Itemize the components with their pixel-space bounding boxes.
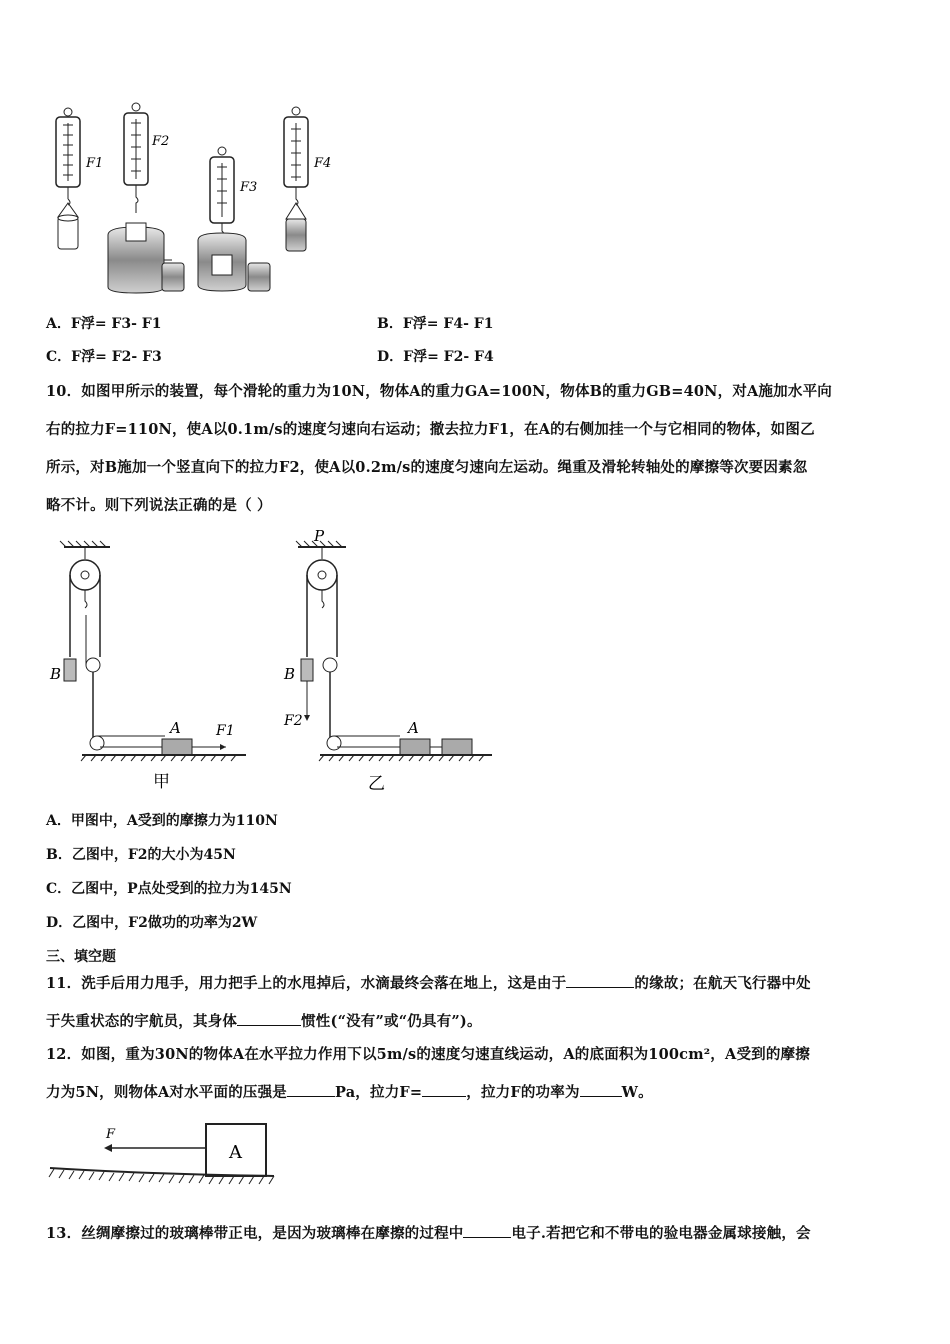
spring-scale-3 <box>198 147 270 291</box>
jia-label-f1: F1 <box>216 723 235 739</box>
pulley-yi <box>283 527 492 794</box>
q10-line-2: 右的拉力F=110N，使A以0.1m/s的速度匀速向右运动；撤去拉力F1，在A的右侧加挂一个与它相同的物体，如图乙 <box>46 421 815 438</box>
q10-option-a: A．甲图中，A受到的摩擦力为110N <box>46 813 278 829</box>
q10-option-d: D．乙图中，F2做功的功率为2W <box>46 915 258 931</box>
q9-option-b: B．F浮= F4- F1 <box>377 316 494 332</box>
q12-blank-pressure[interactable] <box>287 1084 335 1097</box>
q9-option-c: C．F浮= F2- F3 <box>46 349 162 365</box>
jia-caption: 甲 <box>153 772 170 792</box>
spring-scale-figure <box>40 95 360 300</box>
q12-line-2: 力为5N，则物体A对水平面的压强是 Pa，拉力F= ，拉力F的功率为 W。 <box>46 1084 653 1101</box>
yi-label-p: P <box>314 527 325 545</box>
q12-line-1: 12．如图，重为30N的物体A在水平拉力作用下以5m/s的速度匀速直线运动，A的底面积为100cm²，A受到的摩擦 <box>46 1046 810 1063</box>
pulley-figure <box>40 525 510 800</box>
q13-blank-1[interactable] <box>463 1225 511 1238</box>
q9-option-a: A．F浮= F3- F1 <box>46 316 162 332</box>
yi-label-b: B <box>284 665 296 683</box>
block-a-label: A <box>229 1142 242 1163</box>
block-a-figure <box>46 1118 286 1198</box>
q11-blank-1[interactable] <box>566 975 634 988</box>
q10-option-c: C．乙图中，P点处受到的拉力为145N <box>46 881 292 897</box>
yi-caption: 乙 <box>368 774 385 794</box>
q12-blank-power[interactable] <box>580 1084 622 1097</box>
q10-line-3: 所示，对B施加一个竖直向下的拉力F2，使A以0.2m/s的速度匀速向左运动。绳重及滑轮转轴处的摩擦等次要因素忽 <box>46 459 808 476</box>
q13-line-1: 13．丝绸摩擦过的玻璃棒带正电，是因为玻璃棒在摩擦的过程中 电子.若把它和不带电的验电器金属球接触，会 <box>46 1225 811 1242</box>
spring-scale-1 <box>56 108 103 249</box>
jia-label-a: A <box>170 719 181 737</box>
q11-line-2: 于失重状态的宇航员，其身体 惯性(“没有”或“仍具有”)。 <box>46 1013 482 1030</box>
section-3-title: 三、填空题 <box>46 949 116 965</box>
q10-line-4: 略不计。则下列说法正确的是（ ） <box>46 497 272 514</box>
q9-option-d: D．F浮= F2- F4 <box>377 349 494 365</box>
f3-label: F3 <box>240 180 258 195</box>
q11-blank-2[interactable] <box>237 1013 301 1026</box>
f4-label: F4 <box>314 156 332 171</box>
spring-scale-2 <box>108 103 184 293</box>
jia-label-b: B <box>50 665 62 683</box>
f2-label: F2 <box>152 134 170 149</box>
q10-option-b: B．乙图中，F2的大小为45N <box>46 847 236 863</box>
yi-label-a: A <box>408 719 419 737</box>
q10-line-1: 10．如图甲所示的装置，每个滑轮的重力为10N，物体A的重力GA=100N，物体B的重力GB=40N，对A施加水平向 <box>46 383 832 400</box>
yi-label-f2: F2 <box>284 713 303 729</box>
q12-blank-force[interactable] <box>422 1084 466 1097</box>
q11-line-1: 11．洗手后用力甩手，用力把手上的水甩掉后，水滴最终会落在地上，这是由于 的缘故；在航天飞行器中处 <box>46 975 811 992</box>
force-f-label: F <box>106 1127 116 1142</box>
f1-label: F1 <box>86 156 104 171</box>
pulley-jia <box>49 541 246 792</box>
spring-scale-4 <box>284 107 331 251</box>
